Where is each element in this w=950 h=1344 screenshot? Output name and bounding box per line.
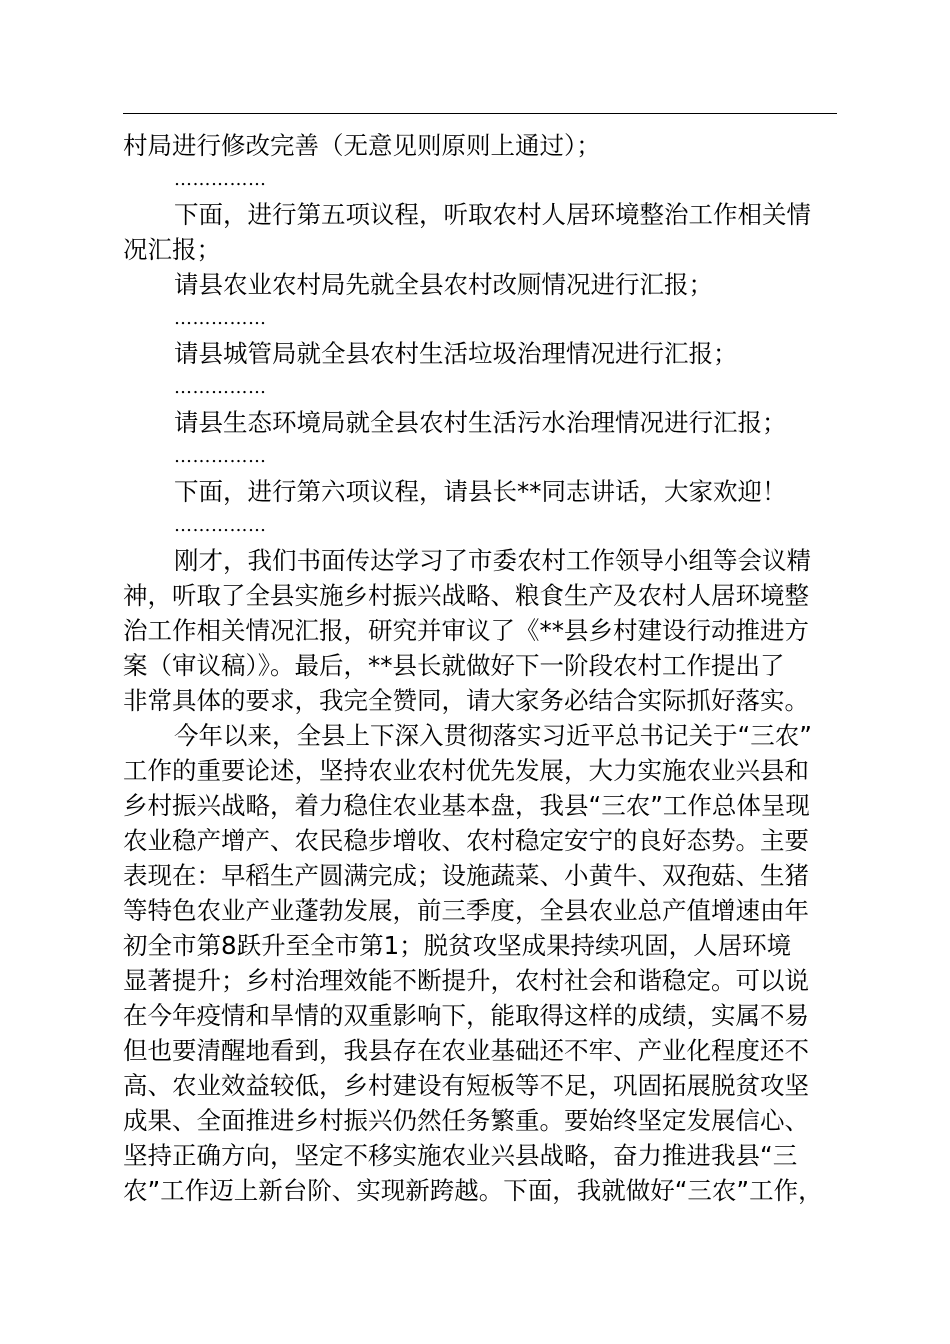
ellipsis-line: …………… xyxy=(174,515,267,536)
header-rule xyxy=(123,113,837,114)
text-line: 农”工作迈上新台阶、实现新跨越。下面，我就做好“三农”工作， xyxy=(123,1176,823,1205)
text-line: 刚才，我们书面传达学习了市委农村工作领导小组等会议精 xyxy=(174,546,811,575)
text-line: 今年以来，全县上下深入贯彻落实习近平总书记关于“三农” xyxy=(174,721,812,750)
text-line: 村局进行修改完善（无意见则原则上通过）； xyxy=(123,131,601,160)
text-line: 显著提升；乡村治理效能不断提升，农村社会和谐稳定。可以说 xyxy=(123,966,809,995)
text-line: 工作的重要论述，坚持农业农村优先发展，大力实施农业兴县和 xyxy=(123,756,809,785)
ellipsis-line: …………… xyxy=(174,446,267,467)
text-line: 治工作相关情况汇报，研究并审议了《**县乡村建设行动推进方 xyxy=(123,616,809,645)
text-line: 等特色农业产业蓬勃发展，前三季度，全县农业总产值增速由年 xyxy=(123,896,809,925)
text-line: 案（审议稿）》。最后，**县长就做好下一阶段农村工作提出了 xyxy=(123,651,785,680)
document-body xyxy=(123,128,837,1208)
ellipsis-line: …………… xyxy=(174,308,267,329)
text-line: 但也要清醒地看到，我县存在农业基础还不牢、产业化程度还不 xyxy=(123,1036,809,1065)
text-line: 请县农业农村局先就全县农村改厕情况进行汇报； xyxy=(174,270,713,299)
text-line: 成果、全面推进乡村振兴仍然任务繁重。要始终坚定发展信心、 xyxy=(123,1106,809,1135)
text-line: 下面，进行第五项议程，听取农村人居环境整治工作相关情 xyxy=(174,200,811,229)
text-line: 农业稳产增产、农民稳步增收、农村稳定安宁的良好态势。主要 xyxy=(123,826,809,855)
text-line: 况汇报； xyxy=(123,235,221,264)
ellipsis-line: …………… xyxy=(174,377,267,398)
text-line: 神，听取了全县实施乡村振兴战略、粮食生产及农村人居环境整 xyxy=(123,581,809,610)
text-line: 下面，进行第六项议程，请县长**同志讲话，大家欢迎！ xyxy=(174,477,787,506)
text-line: 坚持正确方向，坚定不移实施农业兴县战略，奋力推进我县“三 xyxy=(123,1141,798,1170)
text-line: 乡村振兴战略，着力稳住农业基本盘，我县“三农”工作总体呈现 xyxy=(123,791,810,820)
ellipsis-line: …………… xyxy=(174,169,267,190)
text-line: 请县城管局就全县农村生活垃圾治理情况进行汇报； xyxy=(174,339,738,368)
text-line: 非常具体的要求，我完全赞同，请大家务必结合实际抓好落实。 xyxy=(123,686,809,715)
text-line: 初全市第8跃升至全市第1；脱贫攻坚成果持续巩固，人居环境 xyxy=(123,931,792,960)
text-line: 请县生态环境局就全县农村生活污水治理情况进行汇报； xyxy=(174,408,787,437)
text-line: 表现在：早稻生产圆满完成；设施蔬菜、小黄牛、双孢菇、生猪 xyxy=(123,861,809,890)
text-line: 在今年疫情和旱情的双重影响下，能取得这样的成绩，实属不易 xyxy=(123,1001,809,1030)
text-line: 高、农业效益较低，乡村建设有短板等不足，巩固拓展脱贫攻坚 xyxy=(123,1071,809,1100)
